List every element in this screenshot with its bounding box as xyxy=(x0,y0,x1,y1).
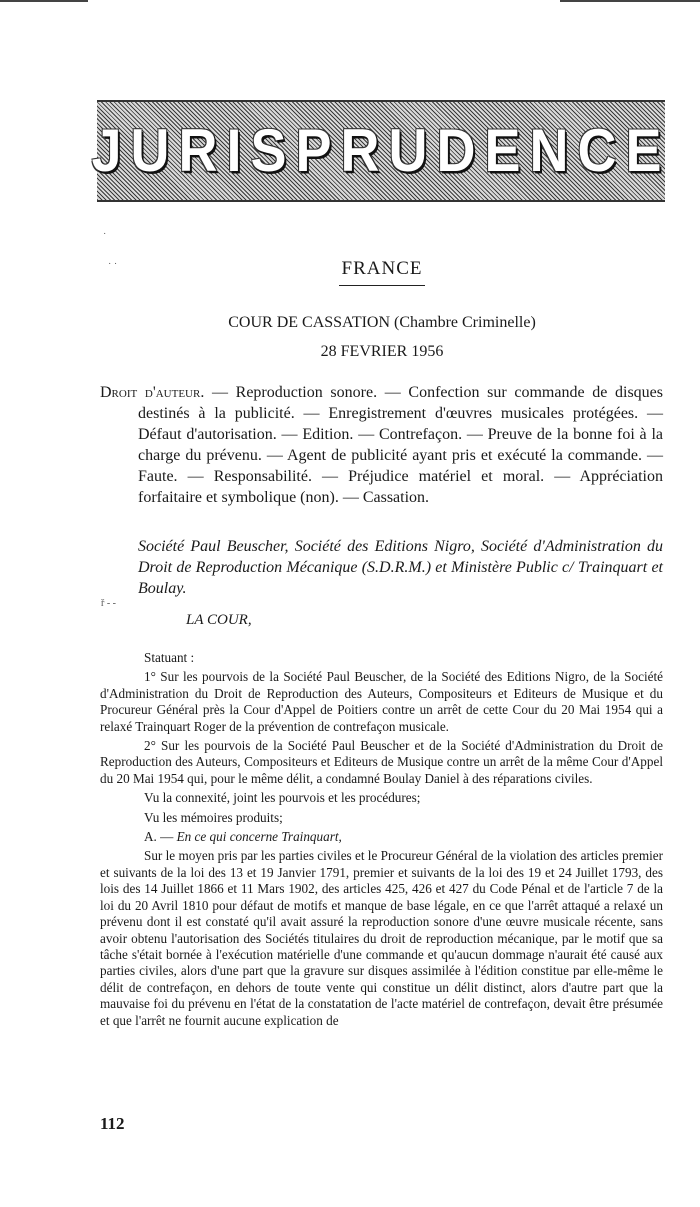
banner-title: JURISPRUDENCE xyxy=(91,117,671,185)
paragraph-5: Sur le moyen pris par les parties civiles et le Procureur Général de la violation des articles premier et suivants de la loi des 13 et 19 Janvier 1791, premier et suivants de la loi des 19 et 24 Juillet 1793, des lois des 14 Juillet 1866 et 11 Mars 1902, des articles 425, 426 et 427 du Code Pénal et de l'article 7 de la loi du 20 Avril 1810 pour défaut de motifs et manque de base légale, en ce que l'arrêt attaqué a relaxé un prévenu dont il est constaté qu'il avait assuré la reproduction sonore d'une œuvre musicale récente, sans avoir obtenu l'autorisation des Sociétés titulaires du droit de reproduction mécanique, par le motif que sa tâche s'était bornée à l'exécution matérielle d'une commande et qu'aucun dommage n'aurait été causé aux parties civiles, alors d'une part que la gravure sur disques assimilée à l'édition constitue par elle-même le délit de contrefaçon, en dehors de toute vente qui constitue un délit distinct, alors d'autre part que la mauvaise foi du prévenu en l'état de la constatation de l'acte matériel de contrefaçon, devait être présumée et que l'arrêt ne fournit aucune explication de xyxy=(100,848,663,1028)
keywords-lead: Droit d'auteur. xyxy=(100,384,205,401)
section-a-prefix: A. — xyxy=(144,829,177,845)
scan-edge-mark xyxy=(560,0,700,2)
paragraph-2: 2° Sur les pourvois de la Société Paul Beuscher et de la Société d'Administration du Droit de Reproduction des Auteurs, Compositeurs et Editeurs de Musique contre un arrêt de la même Cour d'Appel du 20 Mai 1954 qui, pour le même délit, a condamné Boulay Daniel à des réparations civiles. xyxy=(100,738,663,786)
margin-mark: ˙ xyxy=(103,232,107,243)
paragraph-3: Vu la connexité, joint les pourvois et les procédures; xyxy=(144,790,421,806)
decision-date: 28 FEVRIER 1956 xyxy=(320,343,444,360)
paragraph-1: 1° Sur les pourvois de la Société Paul Beuscher, de la Société des Editions Nigro, de la Société d'Administration du Droit de Reproduction des Auteurs, Compositeurs et Editeurs de Musique et du Procureur Général près la Cour d'Appel de Poitiers contre un arrêt de cette Cour du 20 Mai 1954 qui a relaxé Trainquart Roger de la prévention de contrefaçon musicale. xyxy=(100,669,663,734)
keywords-block xyxy=(100,382,663,508)
country-heading: FRANCE xyxy=(341,258,423,279)
statuant-line: Statuant : xyxy=(144,650,195,665)
paragraph-4: Vu les mémoires produits; xyxy=(144,809,283,825)
keywords-summary xyxy=(100,382,663,508)
section-a-title: En ce qui concerne Trainquart, xyxy=(176,829,342,845)
case-parties: Société Paul Beuscher, Société des Editions Nigro, Société d'Administration du Droit de Reproduction Mécanique (S.D.R.M.) et Ministère Public c/ Trainquart et Boulay. xyxy=(138,538,663,597)
section-banner xyxy=(91,100,671,202)
judgment-body xyxy=(100,650,663,1032)
margin-mark: ˙ ˙ xyxy=(108,262,118,273)
heading-underline xyxy=(339,285,425,286)
court-heading: COUR DE CASSATION (Chambre Criminelle) xyxy=(228,314,536,331)
keywords-text: — Reproduction sonore. — Confection sur commande de disques destinés à la publicité. — Enregistrement d'œuvres musicales protégées. — Défaut d'autorisation. — Edition. — Contrefaçon. — Preuve de la bonne foi à la charge du prévenu. — Agent de publicité ayant pris et exécuté la commande. — Faute. — Responsabilité. — Préjudice matériel et moral. — Appréciation forfaitaire et symbolique (non). — Cassation. xyxy=(138,384,663,506)
margin-mark: ř - - xyxy=(101,598,116,609)
la-cour-heading: LA COUR, xyxy=(186,612,252,628)
section-a-heading xyxy=(100,829,663,845)
scan-edge-mark xyxy=(0,0,88,2)
page-number: 112 xyxy=(100,1114,125,1133)
